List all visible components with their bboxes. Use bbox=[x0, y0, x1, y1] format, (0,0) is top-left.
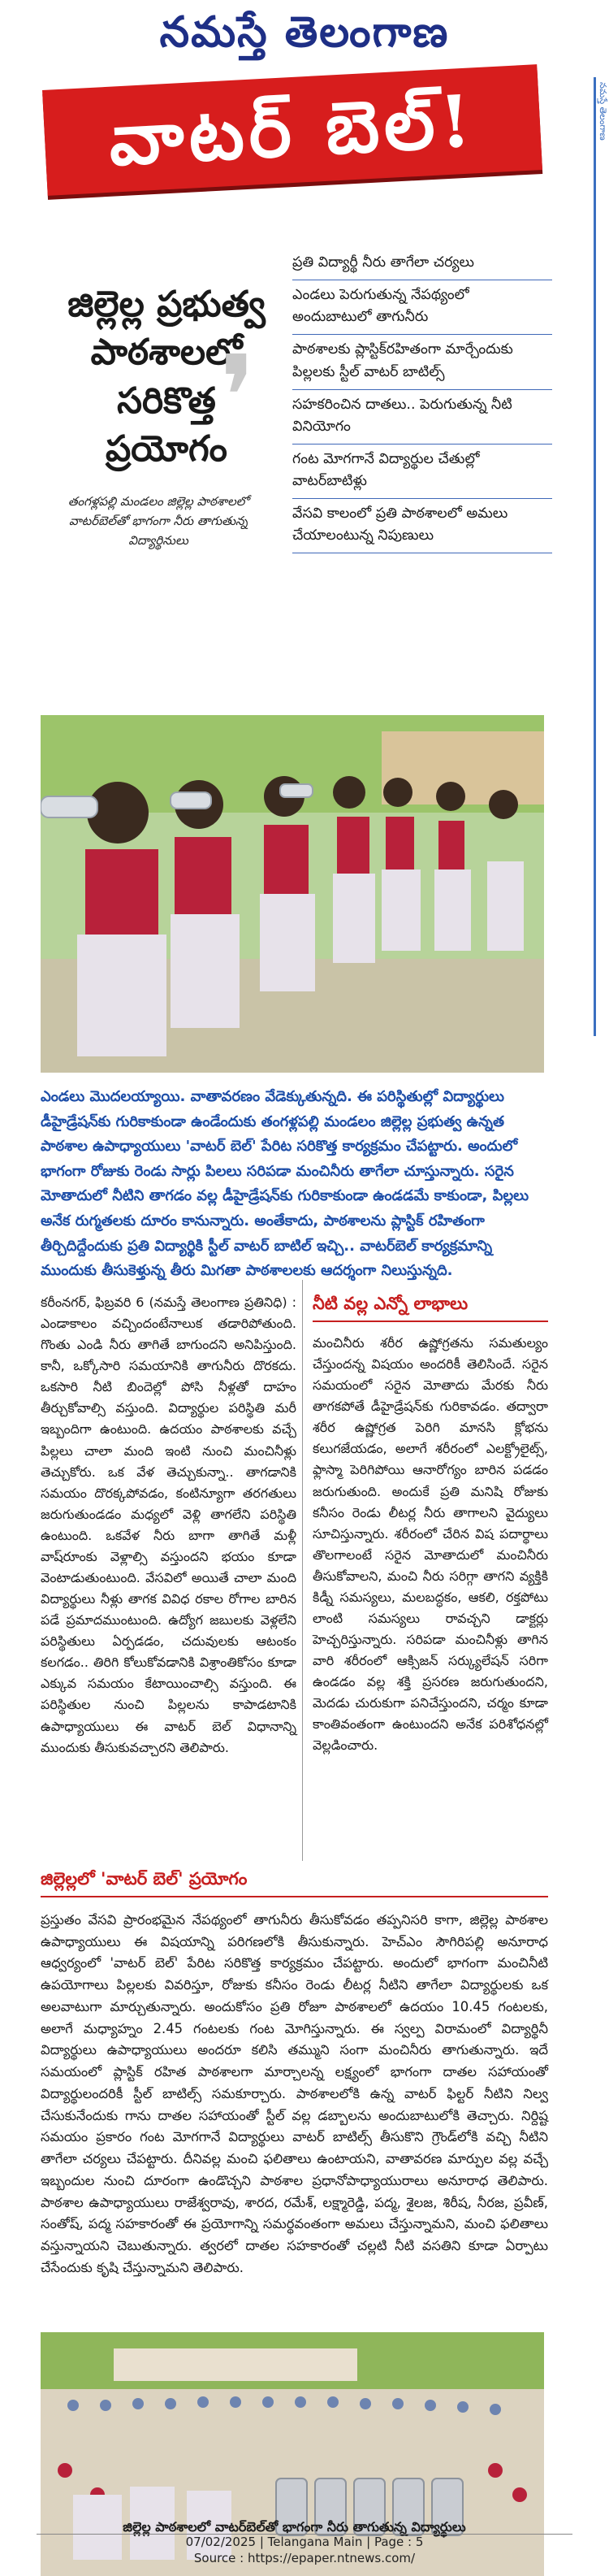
masthead-title: నమస్తే తెలంగాణ bbox=[159, 8, 450, 57]
highlight-item: ఎండలు పెరుగుతున్న నేపథ్యంలో అందుబాటులో తాగునీరు bbox=[292, 280, 552, 335]
article-right-column: మంచినీరు శరీర ఉష్ణోగ్రతను సమతుల్యం చేస్తుందన్న విషయం అందరికీ తెలిసిందే. సరైన సమయంలో సరైన మోతాదు మేరకు నీరు తాగకపోతే డీహైడ్రేషన్‌కు గురికావడం. తద్వారా శరీర ఉష్ణోగ్రత పెరిగి మానసి క్లోభను కలుగజేయడం, అలాగే శరీరంలో ఎలక్ట్రోలైట్స్, ఫ్లాస్మా పెరిగిపోయి ఆనారోగ్యం బారిన పడడం జరుగుతుంది. అందుకే ప్రతి మనిషి రోజుకు కనీసం రెండు లీటర్ల నీరు తాగాలని వైద్యులు సూచిస్తున్నారు. శరీరంలో చేరిన విష పదార్థాలు తొలగాలంటే సరైన మోతాదులో మంచినీరు తీసుకోవాలని, మంచి నీరు సరిగ్గా తాగని వ్యక్తికి కిడ్నీ సమస్యలు, మలబద్ధకం, ఆకలి, రక్తపోటు లాంటి సమస్యలు రావచ్చని డాక్టర్లు హెచ్చరిస్తున్నారు. సరిపడా మంచినీళ్లు తాగిన వారి శరీరంలో ఆక్సిజన్ సర్క్యులేషన్ సరిగా ఉండడం వల్ల శక్తి ప్రసరణ జరుగుతుందని, మెదడు చురుకుగా పనిచేస్తుందని, చర్మం కూడా కాంతివంతంగా ఉంటుందని అనేక పరిశోధనల్లో వెల్లడించారు. bbox=[313, 1335, 548, 1754]
top-photo-caption: తంగళ్లపల్లి మండలం జిల్లెల్ల పాఠశాలలో వాటర్‌బెల్‌తో భాగంగా నీరు తాగుతున్న విద్యార్థినులు bbox=[67, 494, 249, 548]
article-left-column: కరీంనగర్, ఫిబ్రవరి 6 (నమస్తే తెలంగాణ ప్రతినిధి) : ఎండాకాలం వచ్చిందంటేనాలుక తడారిపోతుంది. గొంతు ఎండి నీరు తాగితే బాగుందని అనిపిస్తుంది. కానీ, ఒక్కోసారి సమయానికి తాగునీరు దొరకదు. ఒకసారి నీటి బిందెల్లో పోసి నీళ్లతో దాహం తీర్చుకోవాల్సి వస్తుంది. విద్యార్థుల పరిస్థితి మరీ ఇబ్బందిగా ఉంటుంది. ఉదయం పాఠశాలకు వచ్చే పిల్లలు చాలా మంది ఇంటి నుంచి మంచినీళ్లు తెచ్చుకోరు. ఒక వేళ తెచ్చుకున్నా.. తాగడానికి సమయం దొరక్కపోవడం, కంటిన్యూగా తరగతులు జరుగుతుండడం మధ్యలో వెళ్లి తాగలేని పరిస్థితి ఉంటుంది. ఒకవేళ నీరు బాగా తాగితే మళ్లీ వాష్‌రూంకు వెళ్లాల్సి వస్తుందని భయం కూడా వెంటాడుతుంటుంది. వేసవిలో అయితే చాలా మంది విద్యార్థులు నీళ్లు తాగక వివిధ రకాల రోగాల బారిన పడే ప్రమాదముంటుంది. ఉద్యోగ జబులకు వెళ్లలేని పరిస్థితులు ఏర్పడడం, చదువులకు ఆటంకం కలగడం.. తిరిగి కోలుకోవడానికి విశ్రాంతికోసం కూడా ఎక్కువ సమయం కేటాయించాల్సి వస్తుంది. ఈ పరిస్థితుల నుంచి పిల్లలను కాపాడటానికి ఉపాధ్యాయులు ఈ వాటర్ బెల్ విధానాన్ని ముందుకు తీసుకువచ్చారని తెలిపారు. bbox=[41, 1295, 296, 1755]
article-water-bell-body: ప్రస్తుతం వేసవి ప్రారంభమైన నేపథ్యంలో తాగునీరు తీసుకోవడం తప్పనిసరి కాగా, జిల్లెల్ల పాఠశాల ఉపాధ్యాయులు ఈ విషయాన్ని పరిగణలోకి తీసుకున్నారు. హెచ్‌ఎం సౌగిరిపల్లి అనూరాధ ఆధ్వర్యంలో 'వాటర్ బెల్' పేరిట సరికొత్త కార్యక్రమం చేపట్టారు. అందులో భాగంగా మంచినీటి ఉపయోగాలు పిల్లలకు వివరిస్తూ, రోజుకు కనీసం రెండు లీటర్ల నీటిని తాగేలా విద్యార్థులకు ఒక అలవాటుగా మార్చుతున్నారు. అందుకోసం ప్రతి రోజూ పాఠశాలలో ఉదయం 10.45 గంటలకు, అలాగే మధ్యాహ్నం 2.45 గంటలకు గంట మోగిస్తున్నారు. ఈ స్వల్ప విరామంలో విద్యార్థినీ విద్యార్థులు ఉపాధ్యాయులు అందరూ కలిసి తమ్ముని సంగా మంచినీరు తాగుతున్నారు. ఇదే సమయంలో ప్లాస్టిక్ రహిత పాఠశాలగా మార్చాలన్న లక్ష్యంలో భాగంగా దాతల సహాయంతో విద్యార్థులందరికీ స్టీల్ బాటిల్స్ సమకూర్చారు. పాఠశాలలోకి ఉన్న వాటర్ ఫిల్టర్ నీటిని నిల్వ చేసుకునేందుకు గాను దాతల సహాయంతో స్టీల్ వల్ల డబ్బాలను అందుబాటులోకి తెచ్చారు. నిర్దిష్ట సమయం ప్రకారం గంట మోగగానే విద్యార్థులు వాటర్ బాటిల్స్ తీసుకొని గ్రౌండ్‌లోకి వచ్చి నీటిని తాగేలా చర్యలు చేపట్టారు. దీనివల్ల మంచి ఫలితాలు ఉంటాయని, వాతావరణ మార్పుల వల్ల వచ్చే ఇబ్బందుల నుంచి దూరంగా ఉండొచ్చని పాఠశాల ప్రధానోపాధ్యాయురాలు అనూరాధ తెలిపారు. పాఠశాల ఉపాధ్యాయులు రాజేశ్వరావు, శారద, రమేశ్, లక్ష్మారెడ్డి, పద్మ, శైలజ, శిరీష, నీరజ, ప్రవీణ్, సంతోష్, పద్మ సహకారంతో ఈ ప్రయోగాన్ని సమర్థవంతంగా అమలు చేస్తున్నామని, మంచి ఫలితాలు వస్తున్నాయని చెబుతున్నారు. త్వరలో దాతల సహకారంతో చల్లటి నీటి వసతిని కూడా ఏర్పాటు చేసేందుకు కృషి చేస్తున్నామని తెలిపారు. bbox=[41, 1912, 548, 2275]
highlight-item: గంట మోగగానే విద్యార్థుల చేతుల్లో వాటర్‌బాటిళ్లు bbox=[292, 445, 552, 499]
photo-illustration bbox=[41, 715, 544, 1073]
side-strip-text: నమస్తే తెలంగాణ bbox=[598, 82, 608, 141]
headline-banner bbox=[42, 64, 542, 196]
side-strip bbox=[594, 77, 609, 1036]
highlight-item: ప్రతి విద్యార్థీ నీరు తాగేలా చర్యలు bbox=[292, 248, 552, 280]
bottom-photo-caption: జిల్లెల్ల పాఠశాలలో వాటర్‌బెల్‌తో భాగంగా నీరు తాగుతున్న విద్యార్థులు bbox=[123, 2519, 466, 2535]
quote-mark-icon: ❜ bbox=[219, 332, 257, 464]
headline-line: ప్రయోగం bbox=[106, 428, 227, 471]
banner-text: వాటర్ బెల్! bbox=[106, 78, 478, 182]
highlight-item: వేసవి కాలంలో ప్రతి పాఠశాలలో అమలు చేయాలంటున్న నిపుణులు bbox=[292, 499, 552, 553]
headline-line: పాఠశాలలో bbox=[90, 332, 243, 374]
subhead-benefits: నీటి వల్ల ఎన్నో లాభాలు bbox=[313, 1294, 548, 1322]
students-drinking-photo bbox=[41, 715, 544, 1073]
headline-line: సరికొత్త bbox=[117, 379, 216, 422]
headline-line: జిల్లెల్ల ప్రభుత్వ bbox=[67, 284, 266, 325]
highlight-item: సహకరించిన దాతలు.. పెరుగుతున్న నీటి వినియోగం bbox=[292, 390, 552, 445]
highlights-list bbox=[292, 248, 552, 553]
subhead-water-bell: జిల్లెల్లలో 'వాటర్ బెల్' ప్రయోగం bbox=[41, 1869, 548, 1897]
column-divider bbox=[302, 1280, 303, 1861]
masthead bbox=[0, 0, 609, 65]
page-footer bbox=[0, 2534, 609, 2566]
intro-paragraph: ఎండలు మొదలయ్యాయి. వాతావరణం వేడెక్కుతున్నది. ఈ పరిస్థితుల్లో విద్యార్థులు డీహైడ్రేషన్‌కు గురికాకుండా ఉండేందుకు తంగళ్లపల్లి మండలం జిల్లెల్ల ప్రభుత్వ ఉన్నత పాఠశాల ఉపాధ్యాయులు 'వాటర్ బెల్' పేరిట సరికొత్త కార్యక్రమం చేపట్టారు. అందులో భాగంగా రోజుకు రెండు సార్లు పిలలు సరిపడా మంచినీరు తాగేలా చూస్తున్నారు. సరైన మోతాదులో నీటిని తాగడం వల్ల డీహైడ్రేషన్‌కు గురికాకుండా ఉండడమే కాకుండా, పిల్లలు అనేక రుగ్మతలకు దూరం కానున్నారు. అంతేకాదు, పాఠశాలను ప్లాస్టిక్ రహితంగా తీర్చిదిద్దేందుకు ప్రతి విద్యార్థికి స్టీల్ వాటర్ బాటిల్ ఇచ్చి.. వాటర్‌బెల్ కార్యక్రమాన్ని ముందుకు తీసుకెళ్తున్న తీరు మిగతా పాఠశాలలకు ఆదర్శంగా నిలుస్తున్నది. bbox=[41, 1088, 529, 1280]
highlight-item: పాఠశాలకు ప్లాస్టిక్‌రహితంగా మార్చేందుకు పిల్లలకు స్టీల్ వాటర్ బాటిల్స్ bbox=[292, 335, 552, 389]
footer-date-page: 07/02/2025 | Telangana Main | Page : 5 bbox=[185, 2535, 424, 2549]
footer-source: Source : https://epaper.ntnews.com/ bbox=[193, 2550, 416, 2565]
